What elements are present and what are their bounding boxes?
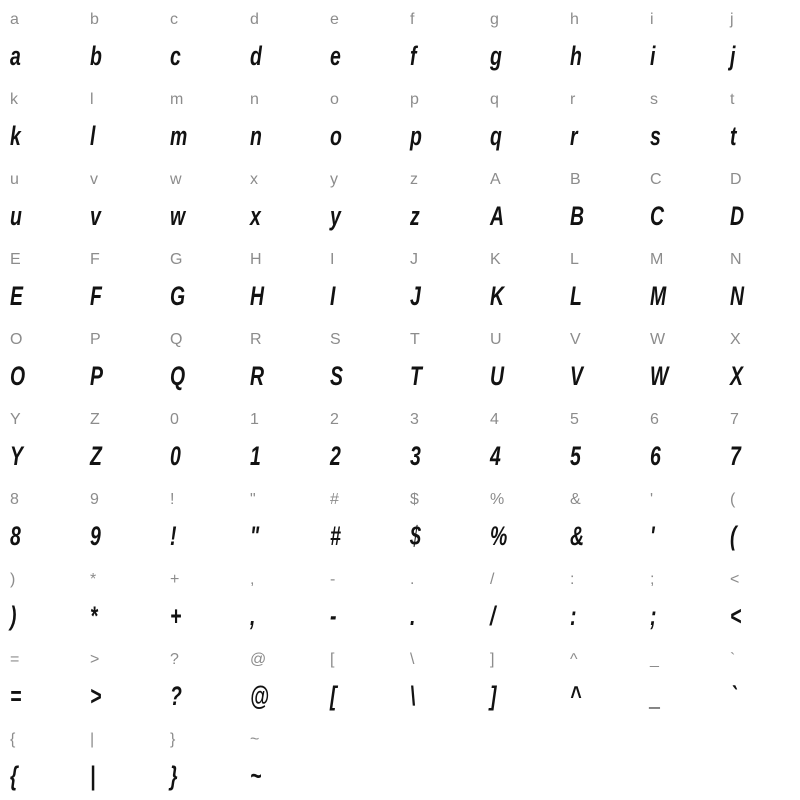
- glyph-sample: [: [330, 681, 337, 711]
- glyph-sample: O: [10, 361, 26, 391]
- glyph-label-small: ~: [250, 731, 260, 748]
- glyph-cell: [330, 400, 410, 480]
- glyph-cell: [650, 480, 730, 560]
- glyph-sample: D: [730, 201, 745, 231]
- glyph-label-small: =: [10, 651, 20, 668]
- glyph-label-small: a: [10, 11, 19, 28]
- glyph-cell: [650, 640, 730, 720]
- glyph-cell: [90, 560, 170, 640]
- glyph-cell: [250, 160, 330, 240]
- glyph-cell: [250, 240, 330, 320]
- glyph-sample: v: [90, 201, 101, 231]
- glyph-cell: [170, 720, 250, 800]
- glyph-sample: ~: [250, 761, 262, 791]
- glyph-label-small: c: [170, 11, 178, 28]
- glyph-cell: [90, 240, 170, 320]
- glyph-label-small: Z: [90, 411, 100, 428]
- glyph-cell: [10, 720, 90, 800]
- glyph-label-small: f: [410, 11, 415, 28]
- glyph-sample: 9: [90, 521, 101, 551]
- glyph-label-small: 7: [730, 411, 739, 428]
- glyph-label-small: o: [330, 91, 339, 108]
- glyph-label-small: b: [90, 11, 99, 28]
- glyph-sample: e: [330, 41, 341, 71]
- glyph-cell: [330, 80, 410, 160]
- glyph-cell: [170, 80, 250, 160]
- glyph-cell: [650, 240, 730, 320]
- glyph-cell: [170, 0, 250, 80]
- glyph-sample: A: [490, 201, 505, 231]
- glyph-sample: N: [730, 281, 745, 311]
- glyph-label-small: -: [330, 571, 336, 588]
- glyph-cell: [10, 560, 90, 640]
- glyph-cell: [570, 480, 650, 560]
- glyph-sample: 8: [10, 521, 21, 551]
- glyph-sample: +: [170, 601, 182, 631]
- glyph-cell: [570, 160, 650, 240]
- glyph-sample: m: [170, 121, 188, 151]
- glyph-label-small: <: [730, 571, 740, 588]
- glyph-sample: I: [330, 281, 336, 311]
- glyph-label-small: B: [570, 171, 581, 188]
- glyph-cell: [250, 80, 330, 160]
- glyph-sample: `: [730, 681, 737, 711]
- glyph-sample: !: [170, 521, 177, 551]
- glyph-sample: ]: [490, 681, 497, 711]
- glyph-cell: [730, 80, 800, 160]
- glyph-cell: [410, 480, 490, 560]
- glyph-cell: [250, 720, 330, 800]
- glyph-label-small: u: [10, 171, 19, 188]
- glyph-sample: =: [10, 681, 22, 711]
- glyph-label-small: ): [10, 571, 16, 588]
- glyph-cell: [10, 320, 90, 400]
- glyph-cell: [490, 80, 570, 160]
- glyph-cell: [730, 560, 800, 640]
- glyph-label-small: X: [730, 331, 741, 348]
- glyph-label-small: q: [490, 91, 499, 108]
- glyph-cell: [90, 320, 170, 400]
- glyph-sample: X: [730, 361, 743, 391]
- glyph-sample: *: [90, 601, 98, 631]
- glyph-sample: g: [490, 41, 502, 71]
- glyph-label-small: A: [490, 171, 501, 188]
- glyph-label-small: 5: [570, 411, 579, 428]
- glyph-label-small: t: [730, 91, 735, 108]
- glyph-cell: [330, 0, 410, 80]
- glyph-sample: ;: [650, 601, 657, 631]
- glyph-label-small: (: [730, 491, 736, 508]
- glyph-cell: [90, 80, 170, 160]
- glyph-sample: >: [90, 681, 102, 711]
- glyph-sample: ^: [570, 681, 582, 711]
- glyph-label-small: ;: [650, 571, 655, 588]
- glyph-sample: S: [330, 361, 343, 391]
- glyph-sample: i: [650, 41, 656, 71]
- glyph-sample: ?: [170, 681, 182, 711]
- glyph-cell: [90, 0, 170, 80]
- glyph-cell: [730, 240, 800, 320]
- glyph-sample: 6: [650, 441, 661, 471]
- glyph-label-small: +: [170, 571, 180, 588]
- glyph-label-small: R: [250, 331, 262, 348]
- glyph-sample: d: [250, 41, 262, 71]
- glyph-label-small: N: [730, 251, 742, 268]
- glyph-cell: [650, 0, 730, 80]
- glyph-sample: y: [330, 201, 341, 231]
- glyph-cell: [410, 160, 490, 240]
- glyph-label-small: :: [570, 571, 575, 588]
- glyph-cell: [650, 560, 730, 640]
- glyph-cell: [490, 320, 570, 400]
- glyph-label-small: K: [490, 251, 501, 268]
- glyph-cell: [650, 400, 730, 480]
- glyph-sample: .: [410, 601, 416, 631]
- glyph-cell: [10, 480, 90, 560]
- glyph-sample: J: [410, 281, 421, 311]
- glyph-label-small: Q: [170, 331, 183, 348]
- glyph-label-small: }: [170, 731, 176, 748]
- glyph-sample: #: [330, 521, 341, 551]
- glyph-cell: [490, 640, 570, 720]
- glyph-cell: [250, 400, 330, 480]
- glyph-label-small: r: [570, 91, 576, 108]
- glyph-cell: [330, 240, 410, 320]
- glyph-label-small: M: [650, 251, 664, 268]
- glyph-cell: [490, 480, 570, 560]
- glyph-cell: [170, 640, 250, 720]
- glyph-cell: [570, 240, 650, 320]
- glyph-label-small: m: [170, 91, 184, 108]
- glyph-sample: Y: [10, 441, 23, 471]
- glyph-cell: [330, 640, 410, 720]
- glyph-cell: [570, 400, 650, 480]
- glyph-cell: [250, 560, 330, 640]
- glyph-label-small: ,: [250, 571, 255, 588]
- glyph-cell: [410, 240, 490, 320]
- glyph-label-small: G: [170, 251, 183, 268]
- glyph-cell: [250, 0, 330, 80]
- glyph-sample: f: [410, 41, 417, 71]
- glyph-sample: (: [730, 521, 737, 551]
- glyph-cell: [730, 480, 800, 560]
- glyph-sample: 5: [570, 441, 581, 471]
- glyph-sample: %: [490, 521, 508, 551]
- glyph-sample: }: [170, 761, 178, 791]
- glyph-sample: ,: [250, 601, 256, 631]
- glyph-sample: u: [10, 201, 22, 231]
- glyph-label-small: ^: [570, 651, 578, 668]
- glyph-sample: a: [10, 41, 21, 71]
- glyph-label-small: x: [250, 171, 258, 188]
- glyph-cell: [570, 640, 650, 720]
- glyph-label-small: H: [250, 251, 262, 268]
- glyph-sample: t: [730, 121, 737, 151]
- glyph-sample: Q: [170, 361, 186, 391]
- glyph-label-small: U: [490, 331, 502, 348]
- glyph-sample: 1: [250, 441, 261, 471]
- glyph-label-small: 3: [410, 411, 419, 428]
- glyph-sample: {: [10, 761, 18, 791]
- glyph-label-small: !: [170, 491, 175, 508]
- glyph-label-small: y: [330, 171, 338, 188]
- glyph-sample: 7: [730, 441, 741, 471]
- glyph-sample: &: [570, 521, 585, 551]
- glyph-cell: [170, 400, 250, 480]
- glyph-cell: [90, 640, 170, 720]
- glyph-label-small: #: [330, 491, 339, 508]
- glyph-cell: [490, 400, 570, 480]
- glyph-label-small: z: [410, 171, 418, 188]
- glyph-cell: [170, 240, 250, 320]
- glyph-cell: [170, 480, 250, 560]
- glyph-label-small: 9: [90, 491, 99, 508]
- glyph-sample: ': [650, 521, 655, 551]
- glyph-label-small: 2: [330, 411, 339, 428]
- glyph-label-small: &: [570, 491, 581, 508]
- glyph-sample: E: [10, 281, 23, 311]
- glyph-sample: b: [90, 41, 102, 71]
- glyph-sample: r: [570, 121, 578, 151]
- glyph-label-small: _: [650, 651, 659, 668]
- glyph-cell: [170, 320, 250, 400]
- glyph-sample: F: [90, 281, 102, 311]
- glyph-label-small: %: [490, 491, 505, 508]
- glyph-label-small: @: [250, 651, 267, 668]
- glyph-sample: c: [170, 41, 181, 71]
- glyph-sample: s: [650, 121, 661, 151]
- glyph-cell: [10, 400, 90, 480]
- glyph-label-small: >: [90, 651, 100, 668]
- glyph-sample: /: [490, 601, 496, 631]
- glyph-label-small: `: [730, 651, 736, 668]
- glyph-sample: P: [90, 361, 103, 391]
- glyph-sample: V: [570, 361, 583, 391]
- glyph-label-small: *: [90, 571, 97, 588]
- glyph-label-small: ": [250, 491, 256, 508]
- glyph-sample: j: [730, 41, 736, 71]
- glyph-cell: [410, 640, 490, 720]
- glyph-cell: [650, 160, 730, 240]
- glyph-cell: [90, 720, 170, 800]
- glyph-sample: q: [490, 121, 502, 151]
- glyph-cell: [10, 640, 90, 720]
- glyph-sample: 0: [170, 441, 181, 471]
- glyph-cell: [250, 640, 330, 720]
- glyph-cell: [490, 160, 570, 240]
- glyph-cell: [170, 560, 250, 640]
- glyph-cell: [730, 320, 800, 400]
- glyph-label-small: T: [410, 331, 420, 348]
- glyph-label-small: P: [90, 331, 101, 348]
- glyph-cell: [570, 80, 650, 160]
- glyph-cell: [330, 160, 410, 240]
- glyph-sample: W: [650, 361, 669, 391]
- glyph-label-small: O: [10, 331, 23, 348]
- glyph-sample: 4: [490, 441, 501, 471]
- glyph-label-small: s: [650, 91, 658, 108]
- glyph-sample: R: [250, 361, 265, 391]
- glyph-label-small: 6: [650, 411, 659, 428]
- glyph-cell: [730, 0, 800, 80]
- glyph-sample: x: [250, 201, 261, 231]
- glyph-cell: [90, 160, 170, 240]
- glyph-cell: [410, 80, 490, 160]
- glyph-cell: [10, 160, 90, 240]
- glyph-cell: [330, 320, 410, 400]
- glyph-sample: z: [410, 201, 420, 231]
- glyph-sample: $: [410, 521, 421, 551]
- glyph-label-small: L: [570, 251, 579, 268]
- glyph-sample: C: [650, 201, 665, 231]
- glyph-label-small: V: [570, 331, 581, 348]
- glyph-sample: B: [570, 201, 585, 231]
- glyph-sample: <: [730, 601, 742, 631]
- glyph-label-small: [: [330, 651, 335, 668]
- glyph-sample: |: [90, 761, 96, 791]
- glyph-label-small: W: [650, 331, 666, 348]
- glyph-sample: @: [250, 681, 269, 711]
- glyph-cell: [90, 400, 170, 480]
- glyph-cell: [410, 400, 490, 480]
- glyph-sample: H: [250, 281, 265, 311]
- glyph-cell: [10, 80, 90, 160]
- glyph-sample: G: [170, 281, 186, 311]
- glyph-label-small: i: [650, 11, 654, 28]
- glyph-sample: p: [410, 121, 422, 151]
- glyph-cell: [330, 560, 410, 640]
- glyph-label-small: h: [570, 11, 579, 28]
- glyph-label-small: n: [250, 91, 259, 108]
- glyph-label-small: Y: [10, 411, 21, 428]
- glyph-cell: [10, 0, 90, 80]
- glyph-sample: ": [250, 521, 260, 551]
- glyph-label-small: 0: [170, 411, 179, 428]
- glyph-sample: _: [650, 681, 661, 711]
- glyph-label-small: j: [730, 11, 734, 28]
- glyph-cell: [650, 320, 730, 400]
- glyph-sample: 2: [330, 441, 341, 471]
- glyph-sample: l: [90, 121, 96, 151]
- glyph-label-small: d: [250, 11, 259, 28]
- glyph-label-small: /: [490, 571, 495, 588]
- glyph-label-small: $: [410, 491, 419, 508]
- glyph-sample: U: [490, 361, 505, 391]
- glyph-sample: \: [410, 681, 416, 711]
- glyph-sample: o: [330, 121, 342, 151]
- glyph-label-small: ': [650, 491, 654, 508]
- glyph-cell: [570, 320, 650, 400]
- glyph-cell: [10, 240, 90, 320]
- glyph-sample: M: [650, 281, 667, 311]
- glyph-cell: [330, 480, 410, 560]
- glyph-sample: Z: [90, 441, 102, 471]
- glyph-sample: w: [170, 201, 186, 231]
- glyph-label-small: e: [330, 11, 339, 28]
- glyph-cell: [570, 0, 650, 80]
- glyph-cell: [90, 480, 170, 560]
- glyph-sample: 3: [410, 441, 421, 471]
- glyph-label-small: ]: [490, 651, 495, 668]
- glyph-sample: k: [10, 121, 21, 151]
- glyph-sample: -: [330, 601, 337, 631]
- glyph-cell: [490, 240, 570, 320]
- glyph-sample: h: [570, 41, 582, 71]
- glyph-label-small: C: [650, 171, 662, 188]
- glyph-label-small: |: [90, 731, 95, 748]
- glyph-label-small: w: [170, 171, 182, 188]
- glyph-sample: K: [490, 281, 505, 311]
- glyph-cell: [410, 560, 490, 640]
- glyph-cell: [570, 560, 650, 640]
- glyph-label-small: v: [90, 171, 98, 188]
- glyph-sample: :: [570, 601, 577, 631]
- glyph-cell: [410, 320, 490, 400]
- glyph-cell: [730, 640, 800, 720]
- glyph-label-small: l: [90, 91, 94, 108]
- glyph-label-small: ?: [170, 651, 179, 668]
- glyph-label-small: k: [10, 91, 18, 108]
- glyph-cell: [410, 0, 490, 80]
- glyph-label-small: 8: [10, 491, 19, 508]
- glyph-cell: [250, 480, 330, 560]
- glyph-cell: [490, 560, 570, 640]
- glyph-label-small: .: [410, 571, 415, 588]
- glyph-label-small: J: [410, 251, 418, 268]
- glyph-label-small: g: [490, 11, 499, 28]
- glyph-cell: [490, 0, 570, 80]
- glyph-label-small: E: [10, 251, 21, 268]
- glyph-label-small: D: [730, 171, 742, 188]
- glyph-cell: [730, 160, 800, 240]
- glyph-label-small: {: [10, 731, 16, 748]
- glyph-label-small: 1: [250, 411, 259, 428]
- glyph-cell: [730, 400, 800, 480]
- glyph-sample: T: [410, 361, 422, 391]
- glyph-label-small: F: [90, 251, 100, 268]
- glyph-sample: n: [250, 121, 262, 151]
- glyph-label-small: S: [330, 331, 341, 348]
- glyph-sample: ): [10, 601, 17, 631]
- glyph-label-small: I: [330, 251, 335, 268]
- glyph-cell: [650, 80, 730, 160]
- glyph-sample: L: [570, 281, 582, 311]
- glyph-label-small: \: [410, 651, 415, 668]
- glyph-label-small: 4: [490, 411, 499, 428]
- glyph-cell: [250, 320, 330, 400]
- character-grid: [10, 0, 800, 800]
- glyph-cell: [170, 160, 250, 240]
- glyph-label-small: p: [410, 91, 419, 108]
